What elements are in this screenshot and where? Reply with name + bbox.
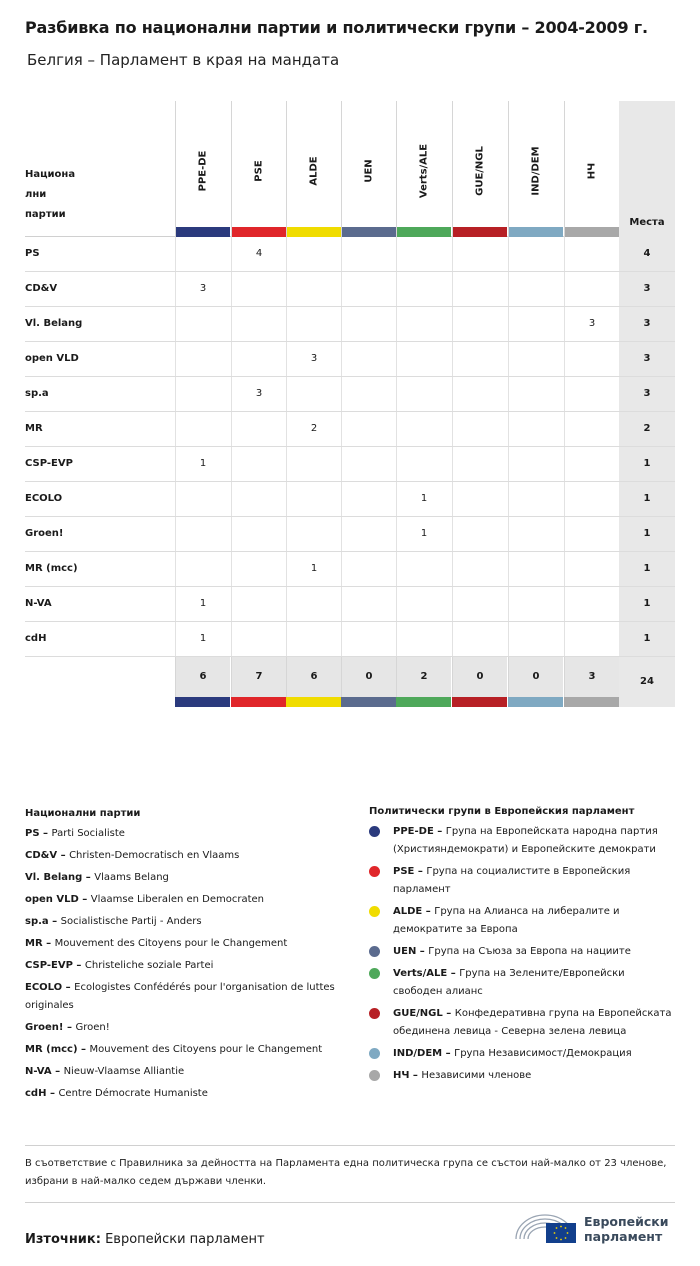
group-full-name: Група на Зелените/Европейски свободен алианс [393,968,625,997]
group-color-bar [453,227,507,237]
group-full-name: Група на Алианса на либералите и демократите за Европа [393,906,620,935]
seat-cell [452,622,507,656]
party-seats: 1 [619,517,675,551]
group-abbr: UEN [393,946,417,957]
national-parties-legend [25,808,345,1107]
party-legend-item: PS – Parti Socialiste [25,828,125,839]
seat-cell [452,377,507,411]
seat-cell [231,622,286,656]
seat-cell [341,587,396,621]
seat-cell [564,272,619,306]
table-row [25,412,675,447]
party-full-name: Vlaamse Liberalen en Democraten [90,894,265,905]
seat-cell [396,307,451,341]
political-groups-legend-title: Политически групи в Европейския парламент [369,806,635,817]
seat-cell [286,622,341,656]
group-column-header [396,101,451,237]
group-label: IND/DEM [530,146,542,196]
group-column-header [175,101,230,237]
group-color-bar [231,697,286,707]
group-abbr: GUE/NGL [393,1008,443,1019]
seat-cell [341,482,396,516]
seat-cell [175,342,230,376]
group-legend-item: GUE/NGL – Конфедеративна група на Европейската обединена левица - Северна зелена левица [369,1005,677,1041]
seat-cell [231,307,286,341]
seat-cell [452,587,507,621]
party-seats: 3 [619,272,675,306]
party-legend-item: CD&V – Christen-Democratisch en Vlaams [25,850,240,861]
group-color-bar [286,697,341,707]
group-color-dot-icon [369,946,380,957]
party-full-name: Socialistische Partij - Anders [60,916,202,927]
table-row [25,342,675,377]
seat-cell [341,552,396,586]
seat-cell [452,307,507,341]
national-parties-legend-title: Национални партии [25,808,141,819]
seat-cell [396,587,451,621]
party-legend-item: open VLD – Vlaamse Liberalen en Democraten [25,894,265,905]
group-full-name: Група на социалистите в Европейския парламент [393,866,631,895]
seat-cell: 1 [175,622,230,656]
table-body [25,237,675,657]
party-seats: 3 [619,377,675,411]
party-seats: 3 [619,342,675,376]
party-abbr: MR (mcc) [25,1044,78,1055]
rules-note: В съответствие с Правилника за дейността на Парламента една политическа група се състои най-малко от 23 членове, избрани в най-малко седем държави членки. [25,1145,675,1203]
corner-line: лни [25,189,47,200]
party-full-name: Ecologistes Confédérés pour l'organisation de luttes originales [25,982,335,1011]
group-color-dot-icon [369,826,380,837]
group-legend-item: PPE-DE – Група на Европейската народна партия (Християндемократи) и Европейските демократи [369,823,677,859]
seat-cell [341,412,396,446]
group-total: 6 [175,657,230,697]
group-total: 0 [452,657,507,697]
seat-cell [231,587,286,621]
seat-cell [396,272,451,306]
party-name: N-VA [25,598,52,609]
table-row [25,237,675,272]
seat-cell [564,517,619,551]
party-name: Vl. Belang [25,318,83,329]
party-name: open VLD [25,353,79,364]
group-abbr: PPE-DE [393,826,434,837]
party-legend-item: N-VA – Nieuw-Vlaamse Alliantie [25,1066,185,1077]
party-full-name: Parti Socialiste [51,828,125,839]
seat-cell: 3 [231,377,286,411]
group-color-dot-icon [369,866,380,877]
seat-cell [175,517,230,551]
party-name: ECOLO [25,493,63,504]
party-name: PS [25,248,40,259]
group-color-bar [564,697,619,707]
table-row [25,377,675,412]
group-total: 7 [231,657,286,697]
group-legend-item: ALDE – Група на Алианса на либералите и демократите за Европа [369,903,677,939]
group-color-bar [176,227,230,237]
european-parliament-logo [514,1209,678,1245]
group-color-dot-icon [369,1008,380,1019]
seat-cell [508,517,563,551]
group-column-header [452,101,507,237]
group-color-dot-icon [369,906,380,917]
table-row [25,622,675,657]
total-seats: 24 [619,657,675,707]
seat-cell [175,412,230,446]
national-parties-header [25,165,105,225]
seat-cell [286,447,341,481]
party-abbr: MR [25,938,43,949]
party-full-name: Centre Démocrate Humaniste [58,1088,208,1099]
party-abbr: Vl. Belang [25,872,83,883]
party-full-name: Christen-Democratisch en Vlaams [69,850,240,861]
party-full-name: Christeliche soziale Partei [84,960,214,971]
group-full-name: Конфедеративна група на Европейската обединена левица - Северна зелена левица [393,1008,672,1037]
party-abbr: open VLD [25,894,79,905]
group-color-bar [452,697,507,707]
party-seats: 1 [619,447,675,481]
seat-cell [508,237,563,271]
party-seats: 1 [619,482,675,516]
group-color-bar [396,697,451,707]
group-full-name: Група Независимост/Демокрация [454,1048,632,1059]
party-name: cdH [25,633,47,644]
party-seats: 1 [619,587,675,621]
seat-cell [508,622,563,656]
party-abbr: N-VA [25,1066,52,1077]
group-color-bar [287,227,341,237]
group-label: ALDE [308,156,320,186]
seat-cell [508,552,563,586]
table-row [25,552,675,587]
party-seats: 2 [619,412,675,446]
party-seats: 1 [619,552,675,586]
party-seats: 4 [619,237,675,271]
party-full-name: Groen! [75,1022,110,1033]
group-total: 0 [508,657,563,697]
party-name: sp.a [25,388,49,399]
party-legend-item: MR (mcc) – Mouvement des Citoyens pour le Changement [25,1044,323,1055]
group-legend-item: НЧ – Независими членове [369,1067,677,1085]
seat-cell [286,272,341,306]
group-color-bar [565,227,619,237]
group-column-header [286,101,341,237]
seat-cell [175,482,230,516]
seat-cell [286,237,341,271]
seat-cell [564,622,619,656]
seat-cell [341,342,396,376]
seat-cell [564,482,619,516]
source-value: Европейски парламент [105,1232,265,1247]
party-legend-item: cdH – Centre Démocrate Humaniste [25,1088,208,1099]
party-abbr: cdH [25,1088,47,1099]
logo-text [584,1214,669,1244]
seat-cell [508,447,563,481]
party-abbr: sp.a [25,916,49,927]
group-column-header [231,101,286,237]
source-label: Източник: [25,1232,101,1247]
seat-cell: 1 [175,587,230,621]
seat-cell [175,307,230,341]
party-name: Groen! [25,528,64,539]
party-name: CD&V [25,283,58,294]
party-full-name: Mouvement des Citoyens pour le Changement [89,1044,323,1055]
seat-cell [341,622,396,656]
group-abbr: НЧ [393,1070,410,1081]
seat-cell [341,307,396,341]
seat-cell: 3 [175,272,230,306]
seat-cell [452,552,507,586]
group-label: НЧ [586,162,598,180]
seat-cell [231,342,286,376]
logo-line-2: парламент [584,1229,663,1244]
seat-cell [231,552,286,586]
group-color-bar [508,697,563,707]
group-abbr: Verts/ALE [393,968,448,979]
group-total: 2 [396,657,451,697]
seat-cell [564,237,619,271]
seat-cell: 2 [286,412,341,446]
source [25,1232,265,1247]
group-abbr: IND/DEM [393,1048,443,1059]
party-name: MR [25,423,43,434]
seat-cell [396,377,451,411]
group-full-name: Група на Европейската народна партия (Християндемократи) и Европейските демократи [393,826,658,855]
party-abbr: Groen! [25,1022,64,1033]
group-color-bar [342,227,396,237]
table-row [25,272,675,307]
group-abbr: ALDE [393,906,423,917]
group-color-dot-icon [369,1070,380,1081]
seat-cell [341,447,396,481]
parliament-arcs-icon [514,1209,576,1245]
seat-cell [231,272,286,306]
party-name: MR (mcc) [25,563,78,574]
group-total: 3 [564,657,619,697]
seat-cell [175,552,230,586]
seat-cell [396,552,451,586]
group-column-header [508,101,563,237]
group-label: UEN [363,159,375,183]
seat-cell: 1 [286,552,341,586]
group-total: 0 [341,657,396,697]
party-abbr: PS [25,828,40,839]
party-legend-item: Vl. Belang – Vlaams Belang [25,872,169,883]
party-full-name: Nieuw-Vlaamse Alliantie [63,1066,185,1077]
seat-cell [396,342,451,376]
group-color-bar [397,227,451,237]
corner-line: Национа [25,169,76,180]
group-column-header [341,101,396,237]
party-abbr: CD&V [25,850,58,861]
corner-line: партии [25,209,66,220]
seat-cell [341,237,396,271]
seat-cell [508,342,563,376]
seat-cell [175,377,230,411]
group-label: Verts/ALE [418,143,430,199]
group-color-bar [175,697,230,707]
party-legend-item: ECOLO – Ecologistes Confédérés pour l'organisation de luttes originales [25,982,335,1011]
party-abbr: ECOLO [25,982,63,993]
party-abbr: CSP-EVP [25,960,73,971]
seat-cell [396,412,451,446]
totals-row [25,657,675,707]
group-label: GUE/NGL [474,146,486,196]
seat-cell [452,342,507,376]
group-legend-item: Verts/ALE – Група на Зелените/Европейски свободен алианс [369,965,677,1001]
seat-cell [286,377,341,411]
group-full-name: Група на Съюза за Европа на нациите [428,946,631,957]
page-title: Разбивка по национални партии и политически групи – 2004-2009 г. [25,18,648,37]
seat-cell [508,272,563,306]
logo-line-1: Европейски [584,1214,669,1229]
group-color-dot-icon [369,968,380,979]
seats-header [619,101,675,237]
page-subtitle: Белгия – Парламент в края на мандата [27,51,340,69]
seat-cell [564,587,619,621]
seats-header-label: Места [629,217,665,228]
group-legend-item: PSE – Група на социалистите в Европейския парламент [369,863,677,899]
group-abbr: PSE [393,866,415,877]
party-legend-item: CSP-EVP – Christeliche soziale Partei [25,960,214,971]
seat-cell: 3 [286,342,341,376]
party-legend-item: Groen! – Groen! [25,1022,110,1033]
seat-cell [396,237,451,271]
seat-cell [341,377,396,411]
seat-cell [231,517,286,551]
seat-cell [564,412,619,446]
party-full-name: Vlaams Belang [94,872,169,883]
seat-cell [452,517,507,551]
seat-cell [564,342,619,376]
table-header [25,101,675,237]
party-seats: 3 [619,307,675,341]
seat-cell [508,482,563,516]
political-groups-legend [369,806,677,1089]
seat-cell [452,447,507,481]
seat-cell [564,447,619,481]
seat-cell [452,482,507,516]
group-label: PSE [253,160,265,182]
group-column-header [564,101,619,237]
seat-cell: 3 [564,307,619,341]
seat-cell [286,307,341,341]
group-color-dot-icon [369,1048,380,1059]
party-name: CSP-EVP [25,458,73,469]
seat-cell: 1 [175,447,230,481]
seat-cell [341,517,396,551]
party-legend-item: sp.a – Socialistische Partij - Anders [25,916,202,927]
seat-cell [508,587,563,621]
group-total: 6 [286,657,341,697]
group-color-bar [232,227,286,237]
table-row [25,482,675,517]
seat-distribution-table [25,101,675,707]
seat-cell [231,412,286,446]
party-legend-item: MR – Mouvement des Citoyens pour le Changement [25,938,288,949]
group-legend-item: UEN – Група на Съюза за Европа на нациите [369,943,677,961]
seat-cell [452,412,507,446]
seat-cell [396,447,451,481]
group-color-bar [341,697,396,707]
table-row [25,307,675,342]
seat-cell: 4 [231,237,286,271]
seat-cell: 1 [396,517,451,551]
seat-cell [508,377,563,411]
seat-cell [286,482,341,516]
group-legend-item: IND/DEM – Група Независимост/Демокрация [369,1045,677,1063]
seat-cell [452,272,507,306]
seat-cell [564,377,619,411]
seat-cell [231,482,286,516]
seat-cell [175,237,230,271]
seat-cell [231,447,286,481]
seat-cell [564,552,619,586]
seat-cell [286,587,341,621]
table-row [25,587,675,622]
party-full-name: Mouvement des Citoyens pour le Changement [54,938,288,949]
seat-cell [508,412,563,446]
seat-cell [341,272,396,306]
seat-cell [286,517,341,551]
seat-cell [452,237,507,271]
seat-cell [508,307,563,341]
party-seats: 1 [619,622,675,656]
table-row [25,517,675,552]
seat-cell: 1 [396,482,451,516]
seat-cell [396,622,451,656]
group-label: PPE-DE [197,150,209,192]
group-color-bar [509,227,563,237]
group-full-name: Независими членове [421,1070,532,1081]
table-row [25,447,675,482]
